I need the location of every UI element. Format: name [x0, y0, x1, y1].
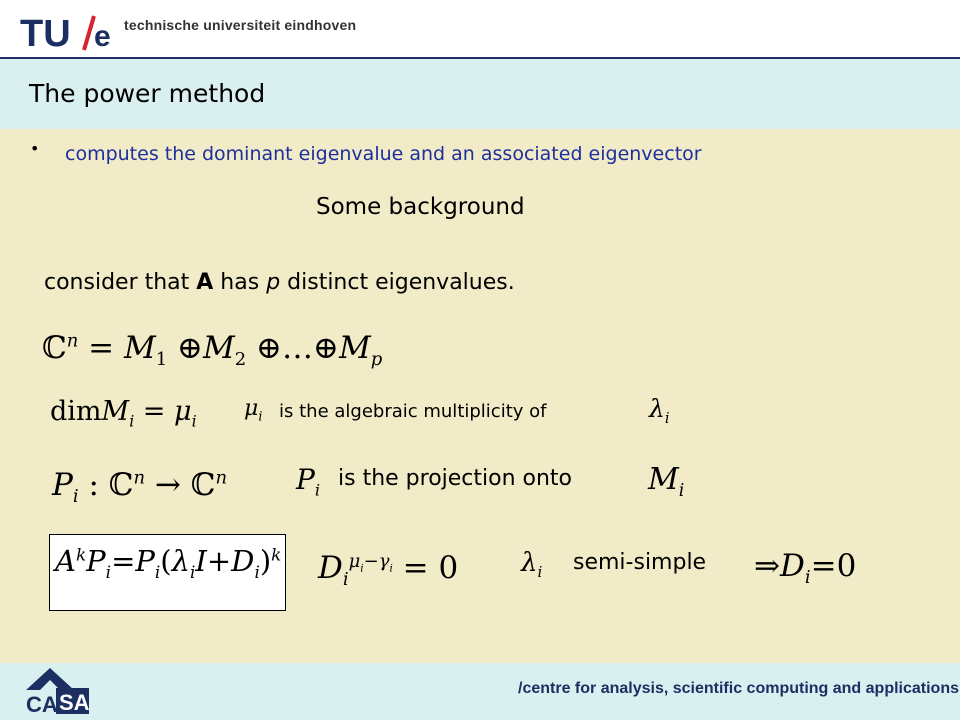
implication-equation: $\Rightarrow D_i=0$: [754, 548, 857, 589]
direct-sum-equation: ℂ$^n$ = $M_1$ $\oplus M_2$ $\oplus\dots\oplus M_p$: [42, 330, 383, 371]
lambda-i-symbol-2: $\lambda_i$: [521, 548, 543, 582]
mu-i-symbol: $\mu_i$: [244, 396, 263, 425]
consider-post: distinct eigenvalues.: [280, 270, 515, 295]
m-i-symbol: $M_i$: [648, 462, 685, 501]
consider-statement: [44, 270, 515, 295]
projection-text: is the projection onto: [338, 466, 573, 491]
semi-simple-text: semi-simple: [573, 550, 707, 575]
algebraic-multiplicity-text: is the algebraic multiplicity of: [279, 401, 547, 422]
matrix-a: A: [196, 270, 214, 295]
footer-text: /centre for analysis, scientific computing and applications: [518, 680, 959, 697]
tue-logo: [20, 14, 116, 52]
bullet-text: computes the dominant eigenvalue and an associated eigenvector: [65, 143, 702, 165]
projection-map-equation: $P_i$ : ℂ$^n$ → ℂ$^n$: [52, 467, 228, 508]
svg-text:e: e: [94, 20, 111, 52]
casa-logo: [26, 668, 92, 716]
p-i-symbol: $P_i$: [296, 463, 321, 500]
svg-text:TU: TU: [20, 14, 71, 52]
slide-title: The power method: [29, 79, 266, 108]
lambda-i-symbol: $\lambda_i$: [649, 394, 670, 427]
bullet-marker: •: [30, 139, 40, 158]
symbol-p: p: [266, 270, 281, 295]
section-subheading: Some background: [316, 194, 525, 220]
svg-text:CA: CA: [26, 692, 58, 716]
svg-text:SA: SA: [59, 690, 90, 715]
dimension-equation: dimM$_i$ = $\mu_i$: [50, 396, 197, 431]
university-name: technische universiteit eindhoven: [124, 17, 357, 33]
power-projection-equation: $A^kP_i=P_i(\lambda_iI+D_i)^k$: [55, 544, 282, 582]
nilpotent-equation: $D_i^{\mu_i-\gamma_i} = 0$: [318, 550, 459, 591]
consider-pre: consider that: [44, 270, 197, 295]
consider-mid: has: [213, 270, 267, 295]
